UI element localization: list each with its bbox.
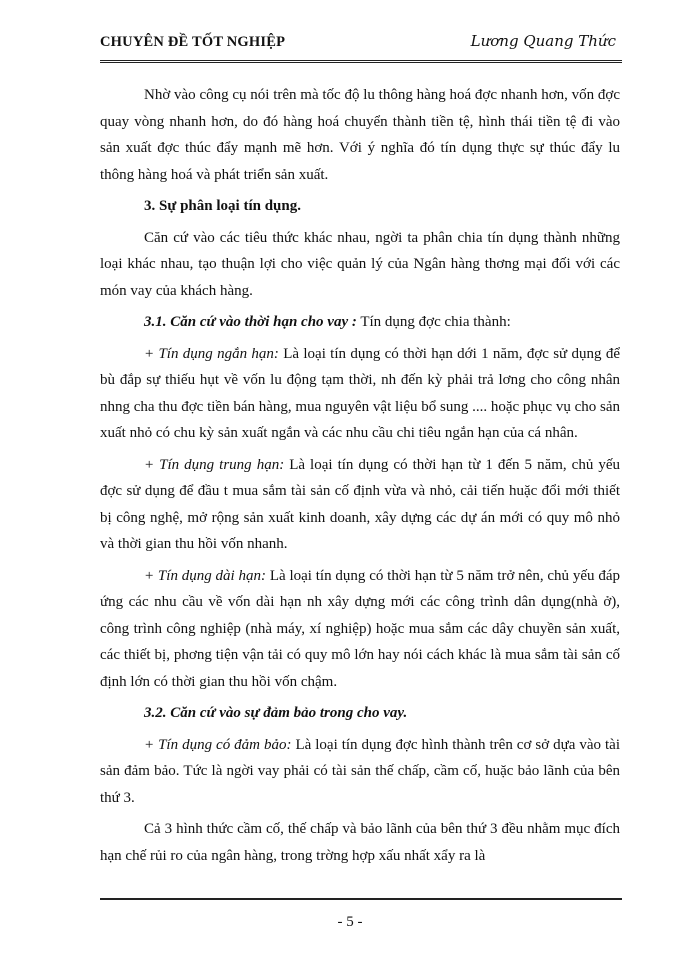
subsection-heading: 3.2. Căn cứ vào sự đảm bảo trong cho vay. [144, 705, 408, 721]
page-content [100, 82, 620, 874]
subsection-heading [100, 309, 620, 336]
subsection-heading-text: Tín dụng đợc chia thành: [356, 314, 511, 330]
term-label: + Tín dụng trung hạn: [144, 456, 285, 473]
paragraph: Cả 3 hình thức cầm cố, thế chấp và bảo lãnh của bên thứ 3 đều nhằm mục đích hạn chế rủi ro của ngân hàng, trong trờng hợp xấu nhất xẩy ra là [100, 821, 620, 864]
term-text: Là loại tín dụng có thời hạn dới 1 năm, đợc sử dụng để bù đắp sự thiếu hụt về vốn lu động tạm thời, nh đến kỳ phải trả lơng cho công nhân nhng cha thu đợc tiền bán hàng, mua nguyên vật liệu bổ sung .... hoặc phục vụ cho sản xuất nhỏ có chu kỳ sản xuất ngắn và các nhu cầu chi tiêu ngắn hạn của cá nhân. [100, 345, 620, 441]
section-heading: 3. Sự phân loại tín dụng. [144, 198, 301, 214]
term-text: Là loại tín dụng đợc hình thành trên cơ sở dựa vào tài sản đảm bảo. Tức là ngời vay phải có tài sản thế chấp, cầm cố, huặc bảo lãnh của bên thứ 3. [100, 736, 620, 806]
paragraph-medium-term [100, 452, 620, 558]
term-label: + Tín dụng dài hạn: [144, 567, 267, 584]
paragraph-short-term [100, 341, 620, 447]
term-label: + Tín dụng có đảm bảo: [144, 736, 292, 753]
term-label: + Tín dụng ngắn hạn: [144, 345, 279, 362]
page-header [100, 24, 622, 63]
paragraph-long-term [100, 563, 620, 696]
paragraph: Nhờ vào công cụ nói trên mà tốc độ lu thông hàng hoá đợc nhanh hơn, vốn đợc quay vòng nhanh hơn, do đó hàng hoá chuyển thành tiền tệ, hình thái tiền tệ đi vào sản xuất đợc thúc đẩy mạnh mẽ hơn. Với ý nghĩa đó tín dụng thực sự thúc đẩy lu thông hàng hoá và phát triển sản xuất. [100, 87, 620, 183]
page-number: - 5 - [337, 914, 363, 930]
footer-divider [100, 898, 622, 900]
term-text: Là loại tín dụng có thời hạn từ 5 năm trở nên, chủ yếu đáp ứng các nhu cầu về vốn dài hạn nh xây dựng mới các công trình dân dụng(nhà ở), công trình công nghiệp (nhà máy, xí nghiệp) hoặc mua sắm các dây chuyền sản xuất, các thiết bị, phơng tiện vận tải có quy mô lớn hay nói cách khác là mua sắm tài sản cố định lớn có thời gian thu hồi vốn chậm. [100, 567, 620, 690]
paragraph: Căn cứ vào các tiêu thức khác nhau, ngời ta phân chia tín dụng thành những loại khác nhau, tạo thuận lợi cho việc quản lý của Ngân hàng thơng mại đối với các món vay của khách hàng. [100, 229, 620, 299]
paragraph-secured [100, 732, 620, 812]
subsection-heading-label: 3.1. Căn cứ vào thời hạn cho vay : [144, 314, 357, 330]
document-title: CHUYÊN ĐỀ TỐT NGHIỆP [100, 34, 286, 50]
author-name: Lương Quang Thức [470, 32, 616, 50]
term-text: Là loại tín dụng có thời hạn từ 1 đến 5 năm, chủ yếu đợc sử dụng để đầu t mua sắm tài sản cố định vừa và nhỏ, cải tiến huặc đổi mới thiết bị công nghệ, mở rộng sản xuất kinh doanh, xây dựng các dự án mới có quy mô nhỏ và thời gian thu hồi vốn nhanh. [100, 456, 620, 552]
